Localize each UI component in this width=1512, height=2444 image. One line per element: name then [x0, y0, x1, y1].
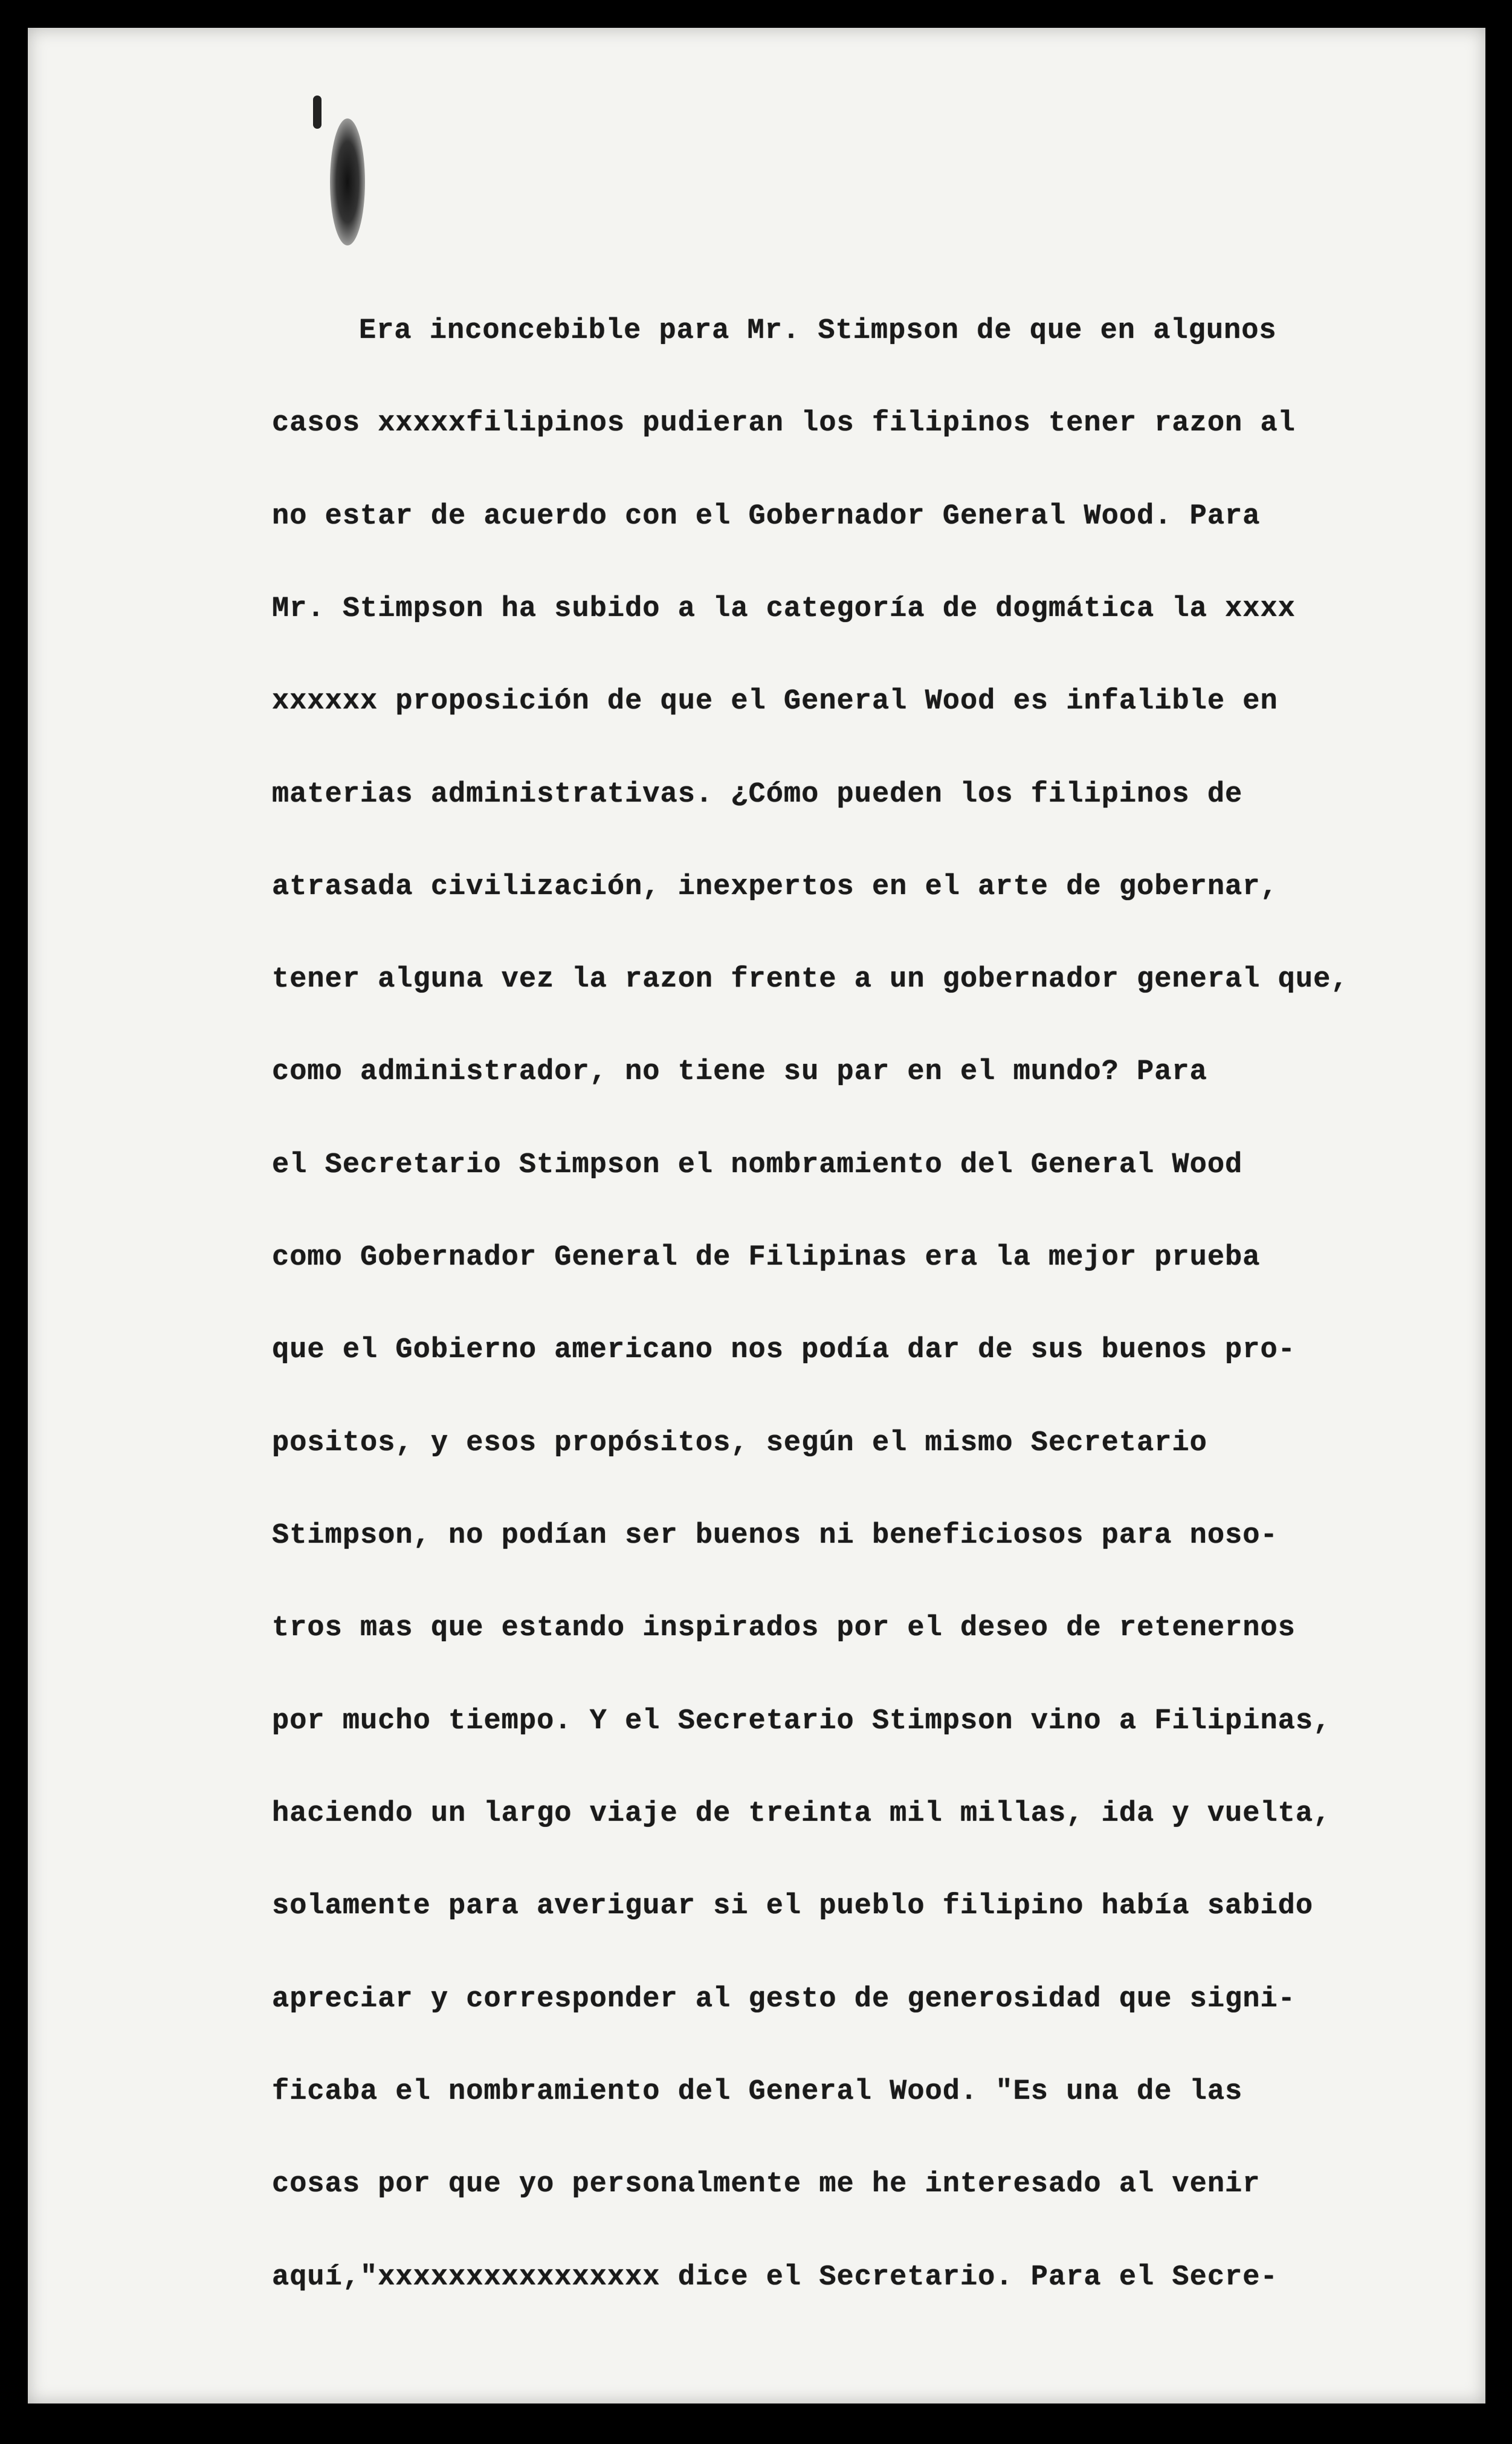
text-line: haciendo un largo viaje de treinta mil millas, ida y vuelta,: [272, 1798, 1331, 1830]
text-line: apreciar y corresponder al gesto de generosidad que signi-: [272, 1983, 1296, 2015]
text-line: ficaba el nombramiento del General Wood. "Es una de las: [272, 2076, 1243, 2108]
text-line: el Secretario Stimpson el nombramiento del General Wood: [272, 1149, 1243, 1181]
text-line: solamente para averiguar si el pueblo filipino había sabido: [272, 1890, 1314, 1922]
text-line: aquí,"xxxxxxxxxxxxxxxx dice el Secretario. Para el Secre-: [272, 2261, 1278, 2293]
typewritten-page: [28, 28, 1485, 2403]
text-line: casos xxxxxfilipinos pudieran los filipinos tener razon al: [272, 407, 1296, 439]
text-body: [28, 28, 1485, 2403]
text-line: como Gobernador General de Filipinas era la mejor prueba: [272, 1242, 1261, 1274]
text-line: que el Gobierno americano nos podía dar de sus buenos pro-: [272, 1334, 1296, 1366]
text-line: materias administrativas. ¿Cómo pueden los filipinos de: [272, 779, 1243, 811]
text-line: Stimpson, no podían ser buenos ni beneficiosos para noso-: [272, 1520, 1278, 1552]
text-line: como administrador, no tiene su par en el mundo? Para: [272, 1056, 1207, 1088]
text-line: Era inconcebible para Mr. Stimpson de que en algunos: [359, 315, 1277, 347]
text-line: Mr. Stimpson ha subido a la categoría de dogmática la xxxx: [272, 593, 1296, 625]
text-line: atrasada civilización, inexpertos en el arte de gobernar,: [272, 871, 1278, 903]
text-line: tros mas que estando inspirados por el deseo de retenernos: [272, 1612, 1296, 1644]
text-line: xxxxxx proposición de que el General Wood es infalible en: [272, 686, 1278, 718]
text-line: positos, y esos propósitos, según el mismo Secretario: [272, 1427, 1207, 1459]
text-line: tener alguna vez la razon frente a un gobernador general que,: [272, 964, 1349, 996]
text-line: por mucho tiempo. Y el Secretario Stimpson vino a Filipinas,: [272, 1705, 1331, 1737]
text-line: no estar de acuerdo con el Gobernador General Wood. Para: [272, 501, 1261, 533]
text-line: cosas por que yo personalmente me he interesado al venir: [272, 2168, 1261, 2200]
